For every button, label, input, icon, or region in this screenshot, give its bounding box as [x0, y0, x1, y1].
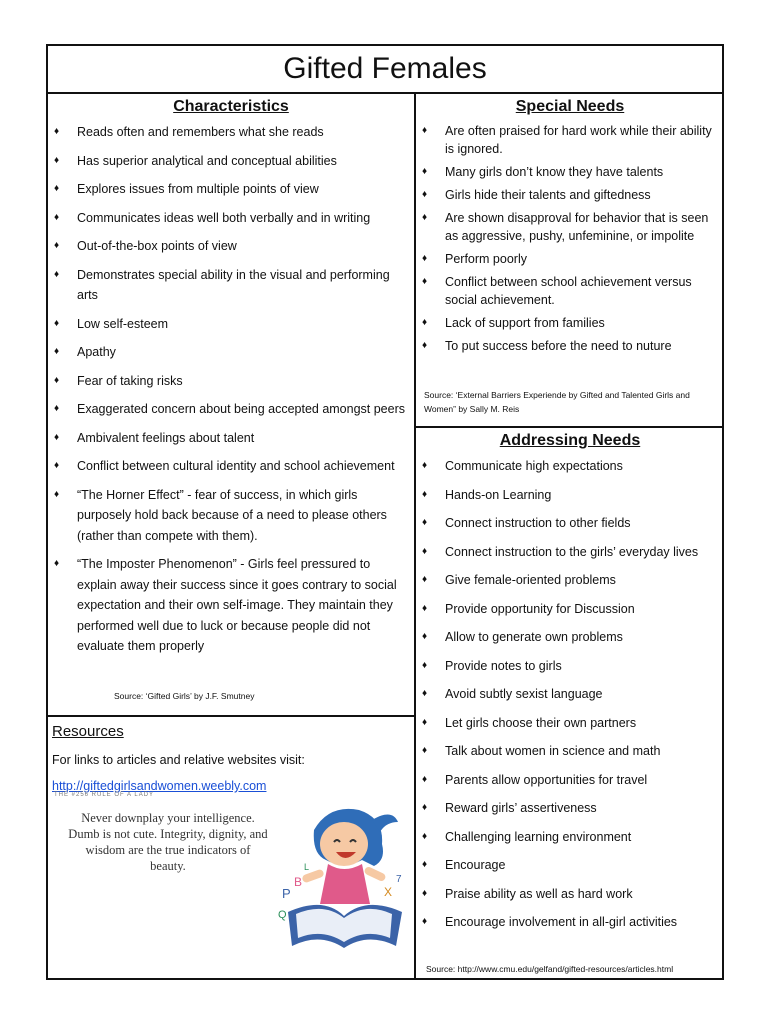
special-needs-heading: Special Needs: [515, 98, 625, 115]
list-item: [416, 713, 724, 734]
list-item: [48, 399, 408, 420]
bullet-icon: ♦: [422, 773, 428, 785]
list-item: [48, 371, 408, 392]
list-item-text: Communicates ideas well both verbally and in writing: [77, 210, 371, 225]
list-item-text: Challenging learning environment: [445, 829, 632, 844]
svg-text:X: X: [384, 885, 393, 899]
bullet-icon: ♦: [54, 211, 60, 223]
addressing-needs-section: [416, 428, 724, 980]
list-item: [416, 513, 724, 534]
list-item-text: Allow to generate own problems: [445, 630, 623, 644]
bullet-icon: ♦: [54, 183, 60, 194]
list-item-text: “The Horner Effect” - fear of success, in which girls purposely hold back because of a need to please others (rather than compete with them).: [77, 487, 387, 543]
bullet-icon: ♦: [422, 602, 428, 614]
list-item-text: Provide notes to girls: [445, 658, 562, 673]
bullet-icon: ♦: [422, 125, 428, 136]
list-item: [416, 250, 714, 268]
list-item-text: Explores issues from multiple points of view: [77, 182, 319, 196]
list-item-text: Many girls don’t know they have talents: [445, 165, 664, 179]
list-item-text: Praise ability as well as hard work: [445, 886, 633, 901]
list-item-text: Parents allow opportunities for travel: [445, 772, 648, 787]
list-item: [48, 236, 408, 257]
quote-text: Never downplay your intelligence. Dumb is not cute. Integrity, dignity, and wisdom are the true indicators of beauty.: [68, 811, 268, 873]
bullet-icon: ♦: [54, 240, 60, 251]
addressing-needs-heading: Addressing Needs: [499, 432, 641, 449]
list-item: [416, 273, 714, 309]
list-item-text: Give female-oriented problems: [445, 573, 616, 587]
list-item: [416, 912, 724, 933]
list-item-text: Provide opportunity for Discussion: [445, 601, 635, 616]
svg-text:P: P: [282, 886, 291, 901]
list-item: [48, 342, 408, 363]
list-item-text: Fear of taking risks: [77, 373, 183, 388]
list-item: [416, 570, 724, 591]
list-item-text: Connect instruction to other fields: [445, 516, 631, 530]
bullet-icon: ♦: [54, 558, 60, 569]
bullet-icon: ♦: [54, 431, 60, 443]
list-item-text: Let girls choose their own partners: [445, 715, 637, 730]
list-item-text: “The Imposter Phenomenon” - Girls feel pressured to explain away their success since it goes contrary to social expectation and their own self-image. They maintain they performed well due to luck or because people did not evaluate them properly: [77, 557, 397, 653]
bullet-icon: ♦: [422, 688, 428, 699]
addressing-needs-source: Source: http://www.cmu.edu/gelfand/gifted-resources/articles.html: [426, 964, 674, 974]
list-item-text: Low self-esteem: [77, 316, 169, 331]
list-item-text: Ambivalent feelings about talent: [77, 430, 255, 445]
list-item: [48, 179, 408, 200]
characteristics-source: Source: ‘Gifted Girls’ by J.F. Smutney: [114, 691, 255, 701]
list-item-text: Are often praised for hard work while their ability is ignored.: [445, 124, 712, 156]
list-item: [48, 485, 408, 547]
characteristics-list: [48, 122, 414, 657]
list-item: [416, 186, 714, 204]
bullet-icon: ♦: [422, 189, 428, 200]
addressing-needs-list: [416, 456, 724, 933]
list-item-text: To put success before the need to nuture: [445, 339, 672, 353]
list-item: [416, 314, 714, 332]
list-item: [416, 656, 724, 677]
list-item: [416, 122, 714, 158]
list-item-text: Hands-on Learning: [445, 487, 552, 502]
girl-reading-illustration: [274, 800, 408, 950]
bullet-icon: ♦: [54, 346, 60, 357]
list-item-text: Out-of-the-box points of view: [77, 239, 237, 253]
list-item: [48, 122, 408, 143]
bullet-icon: ♦: [422, 830, 428, 842]
svg-text:B: B: [294, 875, 303, 889]
bullet-icon: ♦: [54, 403, 60, 414]
list-item: [416, 627, 724, 648]
bullet-icon: ♦: [422, 340, 428, 351]
bullet-icon: ♦: [54, 374, 60, 386]
list-item: [416, 827, 724, 848]
svg-text:L: L: [304, 862, 310, 872]
list-item: [416, 456, 724, 477]
bullet-icon: ♦: [422, 631, 428, 642]
list-item: [48, 265, 408, 306]
resources-intro: For links to articles and relative websites visit:: [52, 753, 305, 767]
list-item-text: Girls hide their talents and giftedness: [445, 188, 651, 202]
list-item-text: Apathy: [77, 345, 116, 359]
resources-link[interactable]: http://giftedgirlsandwomen.weebly.com: [52, 779, 267, 793]
special-needs-section: [416, 94, 724, 426]
resources-heading: Resources: [52, 723, 124, 740]
list-item-text: Encourage involvement in all-girl activities: [445, 915, 678, 929]
list-item-text: Communicate high expectations: [445, 459, 623, 473]
bullet-icon: ♦: [422, 545, 428, 557]
special-needs-list: [416, 122, 724, 355]
list-item: [48, 428, 408, 449]
characteristics-heading: Characteristics: [173, 98, 289, 115]
special-needs-source: Source: ‘External Barriers Experiende by Gifted and Talented Girls and Women” by Sally M. Reis: [424, 390, 690, 414]
list-item: [48, 314, 408, 335]
list-item-text: Reads often and remembers what she reads: [77, 125, 324, 139]
list-item-text: Are shown disapproval for behavior that is seen as aggressive, pushy, unfeminine, or impolite: [445, 211, 709, 243]
quote-image: [54, 792, 278, 932]
bullet-icon: ♦: [422, 916, 428, 927]
list-item-text: Exaggerated concern about being accepted amongst peers: [77, 402, 406, 416]
bullet-icon: ♦: [422, 166, 428, 177]
bullet-icon: ♦: [422, 574, 428, 585]
list-item-text: Has superior analytical and conceptual abilities: [77, 153, 337, 168]
bullet-icon: ♦: [422, 517, 428, 528]
bullet-icon: ♦: [422, 317, 428, 328]
list-item: [416, 599, 724, 620]
list-item: [416, 542, 724, 563]
bullet-icon: ♦: [422, 745, 428, 756]
list-item-text: Demonstrates special ability in the visual and performing arts: [77, 267, 390, 302]
bullet-icon: ♦: [54, 154, 60, 166]
list-item: [416, 163, 714, 181]
list-item: [416, 485, 724, 506]
list-item-text: Reward girls’ assertiveness: [445, 801, 597, 815]
bullet-icon: ♦: [422, 460, 428, 471]
bullet-icon: ♦: [422, 887, 428, 899]
list-item-text: Connect instruction to the girls’ everyday lives: [445, 544, 699, 559]
bullet-icon: ♦: [422, 802, 428, 813]
svg-text:7: 7: [396, 874, 402, 885]
list-item: [416, 855, 724, 876]
list-item: [416, 684, 724, 705]
bullet-icon: ♦: [422, 659, 428, 671]
bullet-icon: ♦: [422, 253, 428, 264]
characteristics-section: [48, 94, 414, 715]
page-title: Gifted Females: [48, 46, 722, 94]
flyer-sheet: [46, 44, 724, 980]
bullet-icon: ♦: [422, 859, 428, 870]
list-item: [416, 209, 714, 245]
bullet-icon: ♦: [54, 268, 60, 280]
list-item: [48, 456, 408, 477]
list-item-text: Conflict between school achievement versus social achievement.: [445, 275, 692, 307]
bullet-icon: ♦: [422, 488, 428, 500]
list-item: [416, 884, 724, 905]
list-item-text: Perform poorly: [445, 252, 527, 266]
list-item: [416, 337, 714, 355]
bullet-icon: ♦: [54, 488, 60, 500]
list-item-text: Conflict between cultural identity and school achievement: [77, 459, 395, 473]
quote-caption: THE #256 RULE OF A LADY: [54, 792, 155, 798]
bullet-icon: ♦: [422, 716, 428, 728]
bullet-icon: ♦: [54, 126, 60, 137]
list-item: [416, 798, 724, 819]
list-item-text: Lack of support from families: [445, 316, 605, 330]
list-item-text: Avoid subtly sexist language: [445, 687, 603, 701]
list-item: [48, 554, 408, 657]
list-item-text: Talk about women in science and math: [445, 744, 661, 758]
bullet-icon: ♦: [422, 276, 428, 287]
bullet-icon: ♦: [422, 212, 428, 223]
list-item: [48, 208, 408, 229]
list-item-text: Encourage: [445, 858, 506, 872]
bullet-icon: ♦: [54, 460, 60, 471]
list-item: [48, 151, 408, 172]
list-item: [416, 741, 724, 762]
list-item: [416, 770, 724, 791]
svg-text:Q: Q: [278, 909, 287, 921]
bullet-icon: ♦: [54, 317, 60, 329]
